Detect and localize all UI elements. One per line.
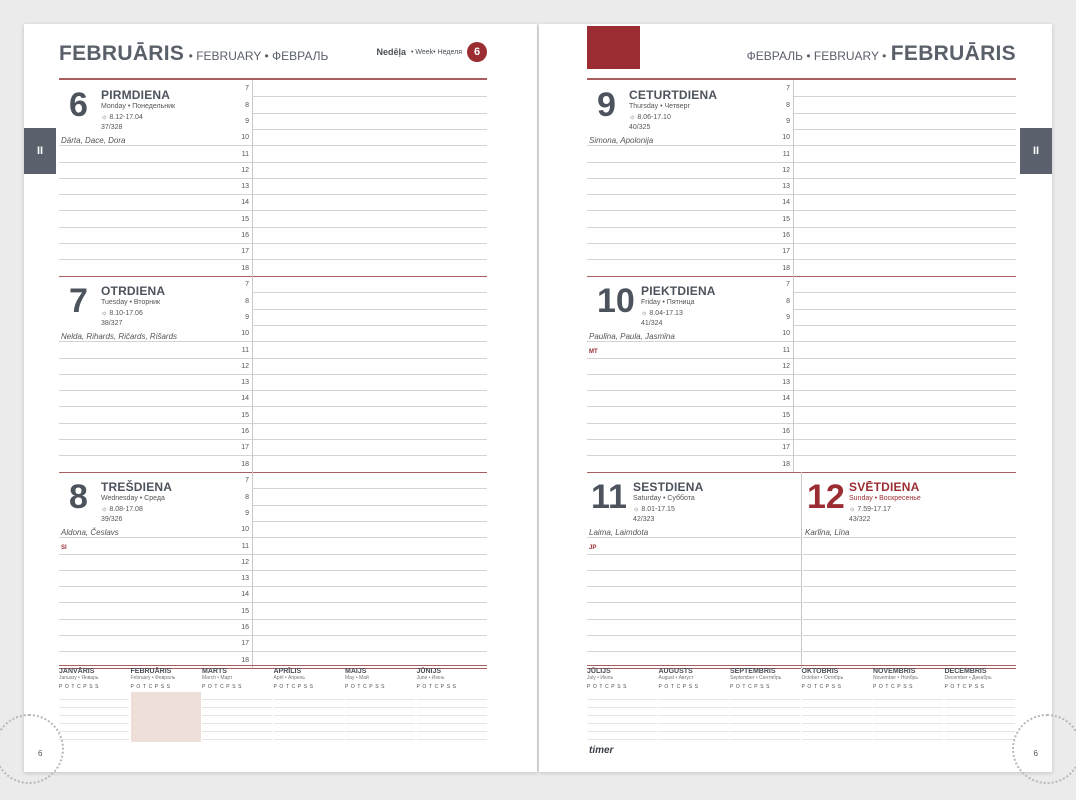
hour-line [59,455,487,456]
mini-calendar-grid [131,692,201,742]
week-label-translations: • Week• Неделя [411,48,462,56]
sun-times: ☼ 8.06-17.10 [629,114,671,121]
hour-label: 11 [782,346,790,354]
hour-label: 13 [241,379,249,387]
mini-calendar-month: MARTS [202,668,227,675]
day-block-weekend [803,472,1016,668]
hour-line [252,96,487,97]
day-number: 7 [69,282,88,320]
line [587,570,801,571]
hour-line [59,210,487,211]
sun-times: ☼ 8.12-17.04 [101,114,143,121]
page-title [59,42,328,66]
sun-times: ☼ 8.01-17.15 [633,506,675,513]
mini-calendar-month: MAIJS [345,668,367,675]
month-tab-right[interactable]: II [1020,128,1052,174]
hour-label: 10 [782,330,790,338]
accent-block [587,26,640,69]
hour-label: 18 [782,264,790,272]
mini-calendar-grid [945,692,1015,742]
line [587,635,801,636]
hour-label: 15 [782,215,790,223]
hour-line [252,113,487,114]
week-number-badge: 6 [467,42,487,62]
mini-calendar [802,668,872,742]
name-days: Aldona, Česlavs [61,528,119,538]
hour-line [793,292,1016,293]
hour-line [59,570,487,571]
line [803,537,1016,538]
hour-column-divider [252,276,253,472]
mini-calendar-month: AUGUSTS [658,668,693,675]
line [803,602,1016,603]
hour-line [59,423,487,424]
day-name: SVĒTDIENA [849,480,920,494]
hour-line [587,455,1016,456]
day-name-translations: Tuesday • Вторник [101,299,161,306]
hour-line [587,194,1016,195]
holiday-code: JP [589,544,597,551]
hour-line [793,129,1016,130]
hour-line [587,243,1016,244]
hour-line [59,145,487,146]
sun-times: ☼ 7.59-17.17 [849,506,891,513]
hour-label: 7 [786,85,790,93]
holiday-code: SI [61,544,67,551]
mini-calendar-weekdays: PОТСРSS [730,684,773,690]
mini-calendar-weekdays: PОТСРSS [416,684,459,690]
hour-line [793,96,1016,97]
hour-line [587,178,1016,179]
hour-column-divider [793,276,794,472]
hour-label: 14 [782,395,790,403]
hour-line [587,390,1016,391]
sun-times: ☼ 8.10-17.06 [101,310,143,317]
month-title-lv-right: FEBRUĀRIS [890,42,1016,65]
mini-calendar-grid [274,692,344,742]
mini-calendar-month-translations: December • Декабрь [944,675,992,681]
hour-line [59,439,487,440]
hour-label: 11 [241,150,249,158]
hour-label: 11 [241,542,249,550]
hour-label: 7 [245,281,249,289]
hour-label: 10 [241,526,249,534]
hour-line [587,145,1016,146]
hour-label: 16 [782,232,790,239]
line [803,635,1016,636]
hour-line [793,113,1016,114]
hour-label: 17 [241,640,249,648]
line [587,602,801,603]
hour-label: 13 [782,183,790,191]
hour-column-divider [793,80,794,276]
mini-calendar-month: OKTOBRIS [801,668,839,675]
hour-label: 18 [241,264,249,272]
line [587,651,801,652]
mini-calendar-month: NOVEMBRIS [873,668,916,675]
hour-label: 8 [786,101,790,109]
mini-calendar [131,668,201,742]
mini-calendar [202,668,272,742]
hour-line [252,505,487,506]
mini-calendar-month-translations: September • Сентябрь [730,675,782,681]
hour-label: 8 [786,297,790,305]
mini-calendar-month: JŪNIJS [416,668,442,675]
name-days: Dārta, Dace, Dora [61,136,126,146]
hour-line [59,374,487,375]
hour-label: 8 [245,493,249,501]
hour-label: 12 [782,362,790,370]
mini-calendar-month: JANVĀRIS [59,668,95,675]
day-block-weekend [587,472,801,668]
day-name-translations: Wednesday • Среда [101,495,165,502]
day-block [587,80,1016,276]
hour-line [252,488,487,489]
hour-line [59,178,487,179]
day-number: 8 [69,478,88,516]
decorative-dotted-circle [0,714,64,784]
mini-calendar [945,668,1015,742]
line [587,586,801,587]
mini-calendar-month: SEPTEMBRIS [730,668,776,675]
day-number: 12 [807,478,845,516]
mini-calendar-month: APRĪLIS [273,668,302,675]
mini-calendar-month: JŪLIJS [587,668,611,675]
hour-line [252,129,487,130]
hour-line [59,259,487,260]
weekend-divider [801,472,802,668]
day-block [59,80,487,276]
day-name-translations: Sunday • Воскресенье [849,495,921,502]
hour-label: 16 [241,624,249,631]
line [587,554,801,555]
day-block [59,276,487,472]
mini-calendar-weekdays: PОТСРSS [801,684,844,690]
hour-label: 11 [782,150,790,158]
hour-line [587,227,1016,228]
hour-label: 15 [241,607,249,615]
hour-label: 7 [786,281,790,289]
name-days: Simona, Apolonija [589,136,654,146]
mini-calendar [345,668,415,742]
hour-line [587,439,1016,440]
month-title-lv: FEBRUĀRIS [59,42,185,65]
hour-label: 11 [241,346,249,354]
day-name-translations: Saturday • Суббота [633,495,695,502]
hour-label: 10 [241,134,249,142]
holiday-code: MT [589,348,598,355]
hour-line [59,651,487,652]
mini-calendar-month-translations: June • Июнь [416,675,445,681]
week-indicator [377,42,488,62]
left-page [24,24,537,772]
day-block [59,472,487,668]
mini-calendar-month: DECEMBRIS [944,668,987,675]
hour-line [587,358,1016,359]
page-number-right: 6 [1033,749,1038,758]
day-name-translations: Thursday • Четверг [629,103,691,110]
mini-calendar-weekdays: PОТСРSS [130,684,173,690]
hour-line [587,259,1016,260]
hour-label: 9 [245,509,249,517]
line [803,554,1016,555]
hour-line [59,390,487,391]
hour-line [252,309,487,310]
mini-calendar-weekdays: PОТСРSS [202,684,245,690]
page-number-left: 6 [38,749,43,758]
mini-calendar-month: FEBRUĀRIS [130,668,172,675]
hour-line [252,521,487,522]
hour-label: 7 [245,477,249,485]
mini-calendar-weekdays: PОТСРSS [658,684,701,690]
hour-label: 15 [782,411,790,419]
day-name: CETURTDIENA [629,88,718,102]
name-days: Laima, Laimdota [589,528,649,538]
right-page [539,24,1052,772]
sun-times: ☼ 8.08-17.08 [101,506,143,513]
mini-calendar-grid [59,692,129,742]
hour-label: 10 [241,330,249,338]
hour-line [59,554,487,555]
hour-line [587,210,1016,211]
mini-calendar-weekdays: PОТСРSS [873,684,916,690]
mini-calendar-month-translations: July • Июль [587,675,614,681]
name-days: Nelda, Rihards, Ričards, Rišards [61,332,178,342]
hour-line [59,406,487,407]
mini-calendar-month-translations: August • Август [658,675,694,681]
hour-label: 9 [245,313,249,321]
hour-label: 16 [241,428,249,435]
day-name: TREŠDIENA [101,480,173,494]
hour-line [59,602,487,603]
hour-label: 9 [786,313,790,321]
hour-line [793,309,1016,310]
hour-label: 13 [241,183,249,191]
mini-calendar [659,668,729,742]
mini-calendar-grid [730,692,800,742]
hour-label: 12 [241,166,249,174]
hour-label: 14 [241,199,249,207]
day-of-year-count: 41/324 [641,320,663,327]
day-of-year-count: 38/327 [101,320,123,327]
mini-calendar-grid [345,692,415,742]
line [587,537,801,538]
day-name-translations: Monday • Понедельник [101,103,176,110]
day-number: 11 [591,478,627,516]
hour-label: 8 [245,101,249,109]
hour-label: 13 [241,575,249,583]
hour-label: 17 [241,248,249,256]
mini-calendar-month-translations: January • Январь [59,675,99,681]
hour-line [252,292,487,293]
hour-line [59,162,487,163]
hour-label: 16 [782,428,790,435]
hour-label: 15 [241,215,249,223]
month-title-translations: • FEBRUARY • ФЕВРАЛЬ [188,49,329,63]
mini-calendar-grid [873,692,943,742]
day-name: OTRDIENA [101,284,166,298]
mini-calendar-weekdays: PОТСРSS [345,684,388,690]
hour-label: 9 [245,117,249,125]
mini-calendar-grid [659,692,729,742]
hour-label: 18 [241,460,249,468]
hour-label: 12 [782,166,790,174]
hour-column-divider [252,80,253,276]
calendar-divider [59,665,487,666]
calendar-divider-right [587,665,1016,666]
sun-times: ☼ 8.04-17.13 [641,310,683,317]
hour-label: 16 [241,232,249,239]
month-title-translations-right: ФЕВРАЛЬ • FEBRUARY • [746,49,887,63]
day-number: 10 [597,282,635,320]
mini-calendar-month-translations: February • Февраль [130,675,176,681]
week-label: Nedēļa [376,47,407,57]
hour-line [59,243,487,244]
hour-label: 14 [241,395,249,403]
hour-label: 14 [782,199,790,207]
mini-calendar-month-translations: March • Март [202,675,233,681]
hour-line [59,586,487,587]
mini-calendar-weekdays: PОТСРSS [944,684,987,690]
hour-line [59,537,487,538]
hour-line [59,194,487,195]
mini-calendar [274,668,344,742]
line [803,586,1016,587]
day-number: 9 [597,86,616,124]
line [803,651,1016,652]
hour-label: 15 [241,411,249,419]
hour-line [252,325,487,326]
mini-calendar-weekdays: PОТСРSS [59,684,102,690]
line [803,570,1016,571]
name-days: Paulīna, Paula, Jasmīna [589,332,675,342]
hour-line [587,423,1016,424]
mini-calendar [730,668,800,742]
day-of-year-count: 40/325 [629,124,651,131]
mini-calendar-month-translations: April • Апрель [273,675,305,681]
mini-calendar [59,668,129,742]
day-name: PIRMDIENA [101,88,171,102]
line [803,619,1016,620]
hour-line [59,227,487,228]
mini-calendar-month-translations: October • Октябрь [801,675,844,681]
day-of-year-count: 37/328 [101,124,123,131]
hour-label: 10 [782,134,790,142]
hour-label: 8 [245,297,249,305]
hour-label: 13 [782,379,790,387]
hour-label: 9 [786,117,790,125]
mini-calendar-grid [202,692,272,742]
day-number: 6 [69,86,88,124]
hour-line [587,406,1016,407]
hour-label: 12 [241,362,249,370]
day-of-year-count: 42/323 [633,516,655,523]
hour-label: 7 [245,85,249,93]
mini-calendar-month-translations: November • Ноябрь [873,675,918,681]
hour-line [587,374,1016,375]
hour-line [587,341,1016,342]
brand-logo: timer [589,745,614,756]
day-block [587,276,1016,472]
hour-label: 17 [782,444,790,452]
name-days: Karlīna, Līna [805,528,850,538]
day-name-translations: Friday • Пятница [641,299,695,306]
day-name: SESTDIENA [633,480,704,494]
mini-calendar-weekdays: PОТСРSS [587,684,630,690]
decorative-dotted-circle-right [1012,714,1076,784]
hour-column-divider [252,472,253,668]
hour-line [793,325,1016,326]
mini-calendar [417,668,487,742]
hour-line [587,162,1016,163]
mini-calendar-grid [802,692,872,742]
hour-label: 18 [241,656,249,664]
hour-label: 17 [241,444,249,452]
hour-label: 14 [241,591,249,599]
mini-calendar-grid [417,692,487,742]
hour-line [59,635,487,636]
hour-line [59,341,487,342]
page-title-right [747,42,1016,66]
day-of-year-count: 43/322 [849,516,871,523]
mini-calendar-month-translations: May • Май [345,675,369,681]
mini-calendar [587,668,657,742]
hour-line [59,619,487,620]
mini-calendar-grid [587,692,657,742]
month-tab[interactable]: II [24,128,56,174]
hour-line [59,358,487,359]
hour-label: 18 [782,460,790,468]
day-of-year-count: 39/326 [101,516,123,523]
line [587,619,801,620]
mini-calendar-weekdays: PОТСРSS [273,684,316,690]
hour-label: 12 [241,558,249,566]
day-name: PIEKTDIENA [641,284,716,298]
mini-calendar [873,668,943,742]
hour-label: 17 [782,248,790,256]
